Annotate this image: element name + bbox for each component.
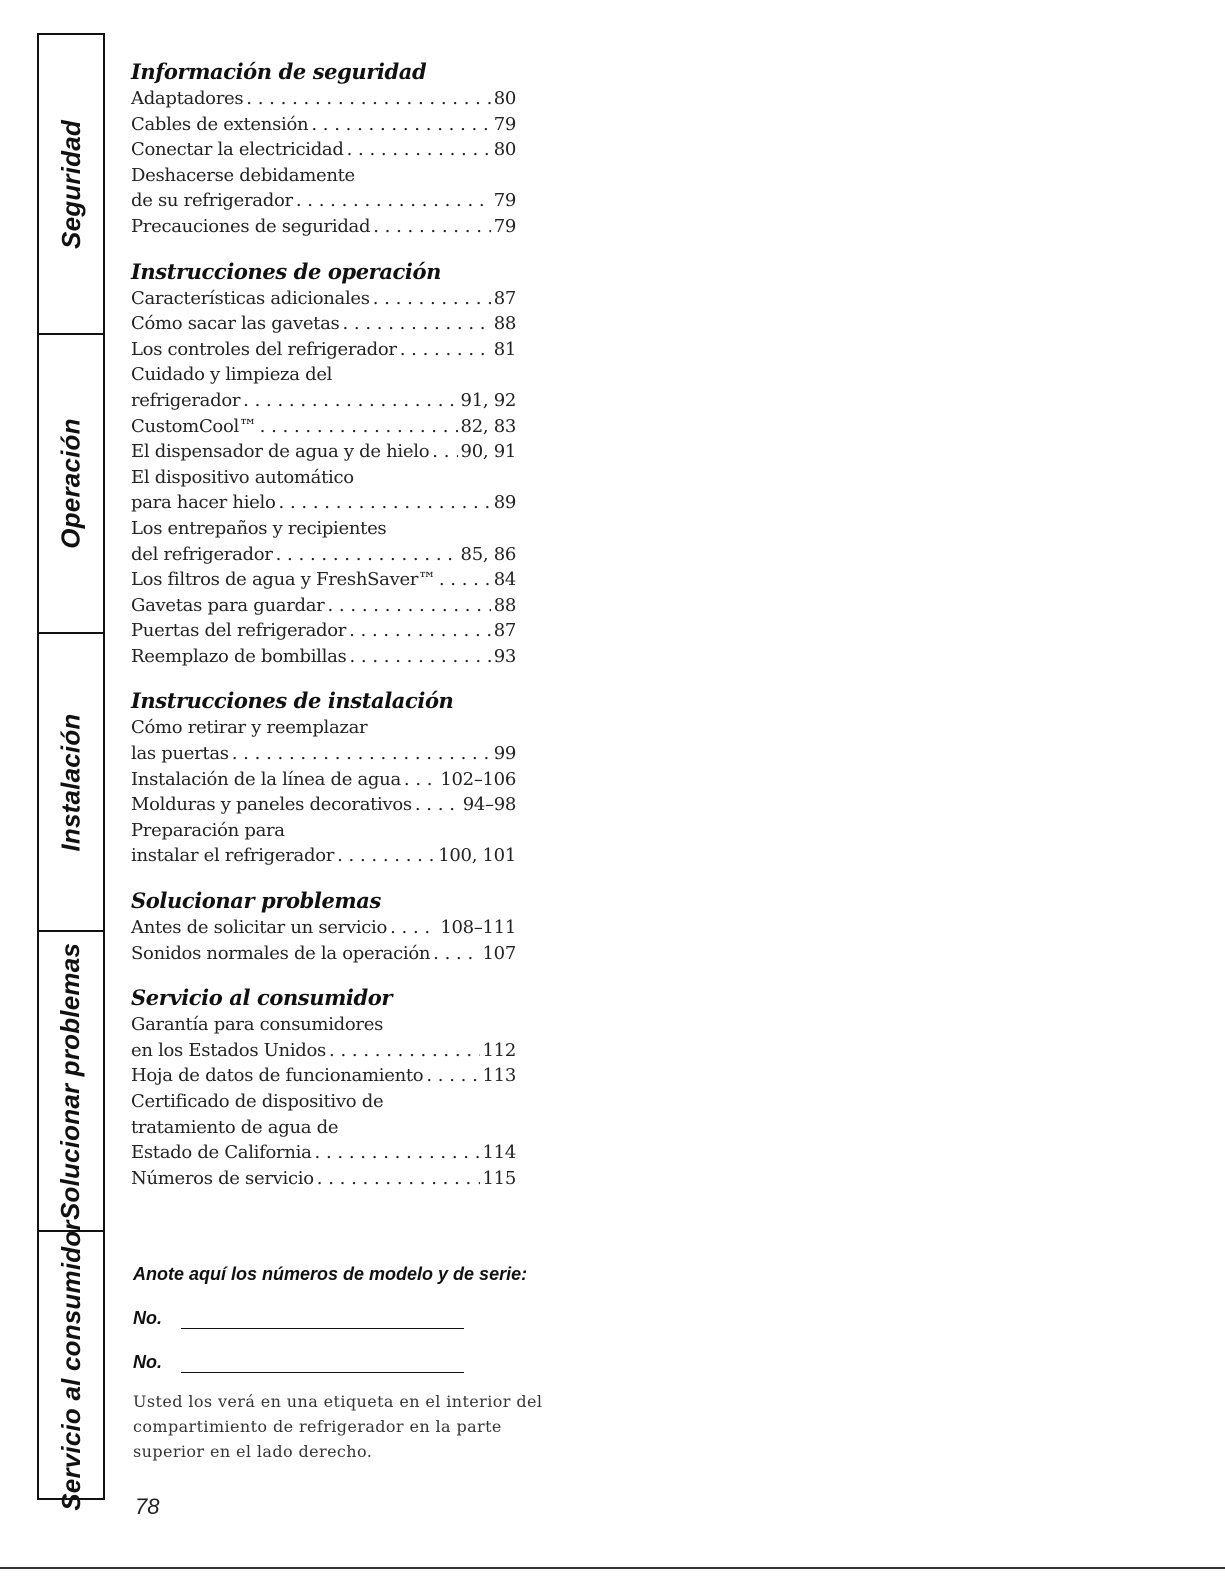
toc-entry[interactable] bbox=[131, 286, 516, 312]
toc-section bbox=[131, 58, 516, 240]
dot-leader bbox=[347, 137, 491, 163]
dot-leader bbox=[311, 112, 490, 138]
toc-entry[interactable] bbox=[131, 1063, 516, 1089]
entry-page: 81 bbox=[493, 338, 516, 360]
entry-text: Características adicionales bbox=[131, 287, 370, 309]
tab-instalacion[interactable] bbox=[39, 634, 103, 932]
toc-entry[interactable] bbox=[131, 516, 516, 567]
bottom-rule bbox=[0, 1567, 1225, 1569]
entry-text: de su refrigerador bbox=[131, 190, 293, 212]
tab-operacion[interactable] bbox=[39, 335, 103, 634]
entry-page: 89 bbox=[493, 492, 516, 514]
toc-entry[interactable] bbox=[131, 439, 516, 465]
entry-line bbox=[131, 86, 516, 112]
entry-page: 93 bbox=[493, 645, 516, 667]
entry-page: 79 bbox=[493, 190, 516, 212]
section-title: Servicio al consumidor bbox=[131, 985, 393, 1011]
entry-line bbox=[131, 567, 516, 593]
entry-text: Garantía para consumidores bbox=[131, 1014, 384, 1036]
entry-line bbox=[131, 542, 516, 568]
dot-leader bbox=[400, 337, 491, 363]
entry-page: 94–98 bbox=[462, 794, 516, 816]
entry-text: Cómo sacar las gavetas bbox=[131, 313, 340, 335]
entry-page: 79 bbox=[493, 215, 516, 237]
model-number-row bbox=[133, 1301, 563, 1329]
toc-entry[interactable] bbox=[131, 567, 516, 593]
entry-page: 87 bbox=[493, 620, 516, 642]
entry-line bbox=[131, 843, 516, 869]
entry-text: Adaptadores bbox=[131, 88, 244, 109]
entry-text: Cuidado y limpieza del bbox=[131, 364, 333, 386]
entry-text: tratamiento de agua de bbox=[131, 1116, 339, 1138]
toc-entry[interactable] bbox=[131, 112, 516, 138]
tab-label: Seguridad bbox=[55, 119, 86, 249]
toc-entry[interactable] bbox=[131, 618, 516, 644]
dot-leader bbox=[349, 644, 490, 670]
toc-entry[interactable] bbox=[131, 915, 516, 941]
entry-text: Precauciones de seguridad bbox=[131, 215, 371, 237]
entry-line bbox=[131, 915, 516, 941]
entry-text: Los controles del refrigerador bbox=[131, 338, 397, 360]
entry-line bbox=[131, 214, 516, 240]
toc-entry[interactable] bbox=[131, 137, 516, 163]
dot-leader bbox=[296, 188, 491, 214]
entry-text: Conectar la electricidad bbox=[131, 139, 344, 161]
dot-leader bbox=[337, 843, 435, 869]
entry-text: Números de servicio bbox=[131, 1167, 314, 1189]
entry-text: Deshacerse debidamente bbox=[131, 164, 355, 186]
toc-entry[interactable] bbox=[131, 792, 516, 818]
model-serial-record bbox=[133, 1264, 563, 1464]
page-number: 78 bbox=[135, 1494, 160, 1519]
entry-text: refrigerador bbox=[131, 389, 241, 411]
dot-leader bbox=[329, 1038, 480, 1064]
entry-text: Sonidos normales de la operación bbox=[131, 942, 431, 964]
toc-entry[interactable] bbox=[131, 1089, 516, 1166]
entry-page: 85, 86 bbox=[460, 543, 516, 565]
tab-label: Instalación bbox=[55, 712, 86, 852]
dot-leader bbox=[260, 414, 458, 440]
toc-entry[interactable] bbox=[131, 593, 516, 619]
entry-page: 82, 83 bbox=[460, 415, 516, 437]
entry-text: instalar el refrigerador bbox=[131, 845, 335, 867]
entry-text: Cables de extensión bbox=[131, 113, 309, 135]
entry-page: 100, 101 bbox=[438, 845, 516, 867]
entry-text: Los entrepaños y recipientes bbox=[131, 517, 387, 539]
toc-section bbox=[131, 984, 516, 1191]
toc-entry[interactable] bbox=[131, 818, 516, 869]
dot-leader bbox=[243, 388, 457, 414]
serial-number-row bbox=[133, 1345, 563, 1373]
entry-text: del refrigerador bbox=[131, 543, 273, 565]
dot-leader bbox=[373, 286, 491, 312]
entry-line bbox=[131, 414, 516, 440]
entry-text: Hoja de datos de funcionamiento bbox=[131, 1065, 424, 1087]
entry-line bbox=[131, 593, 516, 619]
serial-number-label: No. bbox=[133, 1352, 162, 1372]
tab-seguridad[interactable] bbox=[39, 35, 103, 335]
entry-line bbox=[131, 767, 516, 793]
toc-entry[interactable] bbox=[131, 414, 516, 440]
entry-line bbox=[131, 439, 516, 465]
entry-text: las puertas bbox=[131, 743, 229, 765]
entry-line bbox=[131, 1063, 516, 1089]
entry-text: Antes de solicitar un servicio bbox=[131, 917, 388, 939]
toc-entry[interactable] bbox=[131, 767, 516, 793]
toc-entry[interactable] bbox=[131, 465, 516, 516]
entry-text: Preparación para bbox=[131, 819, 285, 841]
toc-entry[interactable] bbox=[131, 337, 516, 363]
entry-line bbox=[131, 112, 516, 138]
entry-page: 88 bbox=[493, 594, 516, 616]
entry-page: 91, 92 bbox=[460, 389, 516, 411]
dot-leader bbox=[327, 593, 490, 619]
entry-text: Gavetas para guardar bbox=[131, 594, 325, 616]
toc-entry[interactable] bbox=[131, 86, 516, 112]
entry-text: CustomCool™ bbox=[131, 415, 257, 437]
entry-text: El dispositivo automático bbox=[131, 466, 354, 488]
dot-leader bbox=[349, 618, 491, 644]
entry-text: Instalación de la línea de agua bbox=[131, 768, 401, 790]
dot-leader bbox=[373, 214, 490, 240]
entry-line bbox=[131, 1038, 516, 1064]
dot-leader bbox=[432, 439, 457, 465]
entry-page: 80 bbox=[493, 139, 516, 161]
dot-leader bbox=[433, 941, 479, 967]
toc-entry[interactable] bbox=[131, 163, 516, 214]
entry-page: 84 bbox=[493, 569, 516, 591]
table-of-contents bbox=[131, 58, 516, 1209]
dot-leader bbox=[390, 915, 437, 941]
entry-text: El dispensador de agua y de hielo bbox=[131, 441, 430, 463]
entry-page: 115 bbox=[482, 1167, 516, 1189]
dot-leader bbox=[315, 1140, 480, 1166]
toc-entry[interactable] bbox=[131, 715, 516, 766]
dot-leader bbox=[415, 792, 460, 818]
entry-line bbox=[131, 618, 516, 644]
toc-section bbox=[131, 687, 516, 869]
entry-text: Puertas del refrigerador bbox=[131, 620, 347, 642]
entry-page: 108–111 bbox=[440, 917, 516, 939]
dot-leader bbox=[317, 1166, 480, 1192]
toc-entry[interactable] bbox=[131, 1166, 516, 1192]
tab-solucionar-problemas[interactable] bbox=[39, 932, 103, 1232]
section-title: Solucionar problemas bbox=[131, 888, 381, 914]
model-number-field[interactable] bbox=[181, 1308, 464, 1329]
serial-number-field[interactable] bbox=[181, 1352, 464, 1373]
entry-line bbox=[131, 286, 516, 312]
entry-page: 79 bbox=[493, 113, 516, 135]
entry-page: 107 bbox=[482, 942, 516, 964]
entry-line bbox=[131, 137, 516, 163]
entry-text: Reemplazo de bombillas bbox=[131, 645, 347, 667]
entry-text: en los Estados Unidos bbox=[131, 1039, 326, 1061]
dot-leader bbox=[246, 86, 490, 112]
entry-line bbox=[131, 941, 516, 967]
tab-label: Operación bbox=[55, 418, 86, 549]
record-note: Usted los verá en una etiqueta en el interior del compartimiento de refrigerador en la parte superior en el lado derecho. bbox=[133, 1392, 543, 1461]
entry-line bbox=[131, 337, 516, 363]
entry-page: 99 bbox=[493, 743, 516, 765]
dot-leader bbox=[404, 767, 437, 793]
entry-text: Los filtros de agua y FreshSaver™ bbox=[131, 569, 436, 591]
entry-text: Molduras y paneles decorativos bbox=[131, 794, 412, 816]
model-number-label: No. bbox=[133, 1308, 162, 1328]
tab-label: Servicio al consumidor bbox=[55, 1219, 86, 1511]
entry-page: 114 bbox=[482, 1142, 516, 1164]
entry-page: 102–106 bbox=[440, 768, 516, 790]
toc-entry[interactable] bbox=[131, 214, 516, 240]
section-title: Información de seguridad bbox=[131, 59, 427, 84]
entry-page: 112 bbox=[482, 1039, 516, 1061]
entry-page: 87 bbox=[493, 287, 516, 309]
dot-leader bbox=[279, 490, 491, 516]
entry-page: 113 bbox=[482, 1065, 516, 1087]
toc-entry[interactable] bbox=[131, 311, 516, 337]
entry-line bbox=[131, 644, 516, 670]
section-title: Instrucciones de instalación bbox=[131, 688, 454, 714]
entry-line bbox=[131, 311, 516, 337]
dot-leader bbox=[276, 542, 458, 568]
entry-line bbox=[131, 741, 516, 767]
entry-page: 88 bbox=[493, 313, 516, 335]
tab-label: Solucionar problemas bbox=[55, 942, 86, 1220]
entry-line bbox=[131, 1166, 516, 1192]
section-title: Instrucciones de operación bbox=[131, 258, 441, 284]
toc-entry[interactable] bbox=[131, 362, 516, 413]
entry-line bbox=[131, 792, 516, 818]
tab-servicio-al-consumidor[interactable] bbox=[39, 1219, 103, 1511]
entry-text: Estado de California bbox=[131, 1142, 312, 1164]
entry-text: Cómo retirar y reemplazar bbox=[131, 717, 368, 739]
dot-leader bbox=[426, 1063, 479, 1089]
entry-page: 90, 91 bbox=[460, 441, 516, 463]
entry-line bbox=[131, 1140, 516, 1166]
entry-line bbox=[131, 490, 516, 516]
section-tab-strip bbox=[37, 33, 105, 1511]
entry-line bbox=[131, 188, 516, 214]
entry-text: para hacer hielo bbox=[131, 492, 276, 514]
toc-entry[interactable] bbox=[131, 644, 516, 670]
dot-leader bbox=[439, 567, 491, 593]
toc-entry[interactable] bbox=[131, 1012, 516, 1063]
toc-entry[interactable] bbox=[131, 941, 516, 967]
dot-leader bbox=[232, 741, 491, 767]
entry-line bbox=[131, 388, 516, 414]
dot-leader bbox=[342, 311, 490, 337]
toc-section bbox=[131, 887, 516, 966]
record-title: Anote aquí los números de modelo y de serie: bbox=[133, 1264, 528, 1284]
entry-page: 80 bbox=[493, 88, 516, 109]
toc-section bbox=[131, 258, 516, 670]
entry-text: Certificado de dispositivo de bbox=[131, 1091, 384, 1112]
